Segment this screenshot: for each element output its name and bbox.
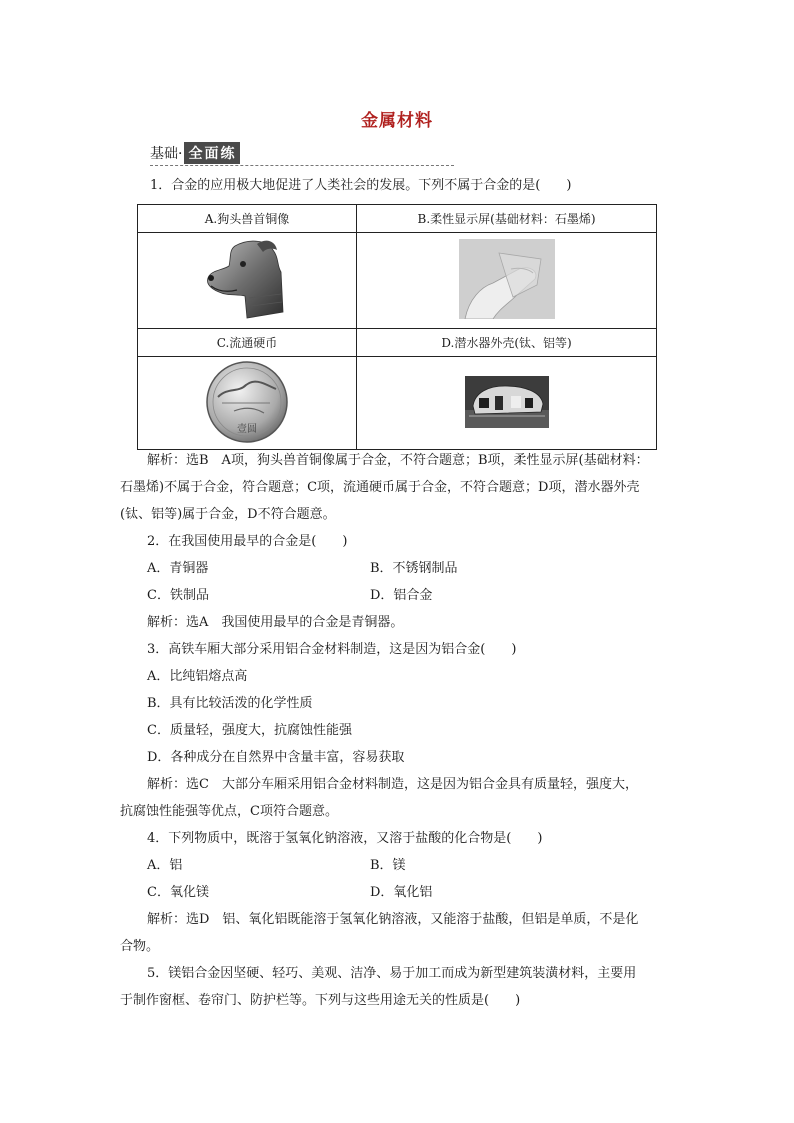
submersible-icon [465,376,549,428]
dog-head-bronze-icon [197,236,297,322]
q2-option-c: C．铁制品 [147,588,209,603]
q2-analysis: 解析：选A 我国使用最早的合金是青铜器。 [147,615,404,630]
q4-analysis-line-2: 合物。 [120,939,160,954]
section-header [150,142,240,164]
q2-option-a: A．青铜器 [147,561,209,576]
q1-stem: 1．合金的应用极大地促进了人类社会的发展。下列不属于合金的是( ) [150,178,572,193]
section-divider [150,165,454,166]
q3-stem: 3．高铁车厢大部分采用铝合金材料制造，这是因为铝合金( ) [147,642,517,657]
q1-option-d-label: D.潜水器外壳(钛、铝等) [357,329,657,357]
q2-stem: 2．在我国使用最早的合金是( ) [147,534,348,549]
q4-option-d: D．氧化铝 [370,885,433,900]
q3-option-b: B．具有比较活泼的化学性质 [147,696,313,711]
q4-option-a: A．铝 [147,858,183,873]
q1-option-a-image [138,233,357,329]
page-title: 金属材料 [361,111,433,131]
q1-analysis-line-3: (钛、铝等)属于合金，D不符合题意。 [120,507,336,522]
q1-option-d-image [357,357,657,450]
q3-option-c: C．质量轻，强度大，抗腐蚀性能强 [147,723,352,738]
q1-option-c-label: C.流通硬币 [138,329,357,357]
q5-stem-line-1: 5．镁铝合金因坚硬、轻巧、美观、洁净、易于加工而成为新型建筑装潢材料，主要用 [147,966,637,981]
q1-analysis-line-1: 解析：选B A项，狗头兽首铜像属于合金，不符合题意；B项，柔性显示屏(基础材料： [147,453,649,468]
q5-stem-line-2: 于制作窗框、卷帘门、防护栏等。下列与这些用途无关的性质是( ) [120,993,521,1008]
q1-options-table [137,204,657,450]
coin-denomination: 壹圆 [237,423,257,435]
q3-option-d: D．各种成分在自然界中含量丰富，容易获取 [147,750,405,765]
section-badge: 全面练 [184,142,240,164]
coin-icon [204,359,290,445]
q3-analysis-line-2: 抗腐蚀性能强等优点，C项符合题意。 [120,804,338,819]
q3-analysis-line-1: 解析：选C 大部分车厢采用铝合金材料制造，这是因为铝合金具有质量轻，强度大， [147,777,638,792]
q4-option-b: B．镁 [370,858,406,873]
q1-option-b-image [357,233,657,329]
q1-option-c-image [138,357,357,450]
q3-option-a: A．比纯铝熔点高 [147,669,248,684]
q1-option-b-label: B.柔性显示屏(基础材料：石墨烯) [357,205,657,233]
q1-analysis-line-2: 石墨烯)不属于合金，符合题意；C项，流通硬币属于合金，不符合题意；D项，潜水器外壳 [120,480,640,495]
q4-stem: 4．下列物质中，既溶于氢氧化钠溶液，又溶于盐酸的化合物是( ) [147,831,543,846]
q2-option-d: D．铝合金 [370,588,433,603]
q4-option-c: C．氧化镁 [147,885,209,900]
q2-option-b: B．不锈钢制品 [370,561,458,576]
q4-analysis-line-1: 解析：选D 铝、氧化铝既能溶于氢氧化钠溶液，又能溶于盐酸，但铝是单质，不是化 [147,912,639,927]
section-prefix: 基础· [150,146,183,162]
flexible-display-icon [459,239,555,319]
q1-option-a-label: A.狗头兽首铜像 [138,205,357,233]
